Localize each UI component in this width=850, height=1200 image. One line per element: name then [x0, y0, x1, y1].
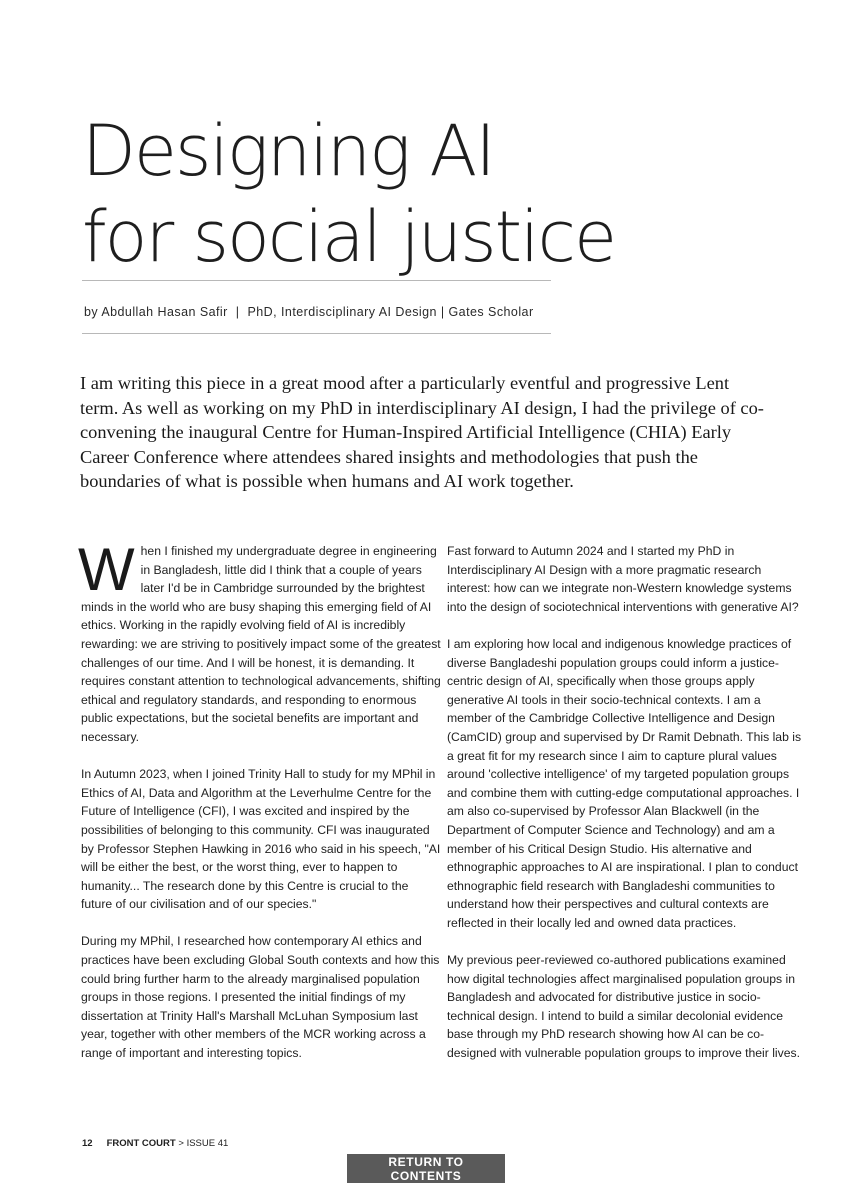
- right-paragraph-2: I am exploring how local and indigenous knowledge practices of diverse Bangladeshi population groups could inform a justice-centric design of AI, specifically when those groups apply generative AI tools in their socio-technical contexts. I am a member of the Cambridge Collective Intelligence and Design (CamCID) group and supervised by Dr Ramit Debnath. This lab is a great fit for my research since I aim to capture plural values around 'collective intelligence' of my targeted population groups and combine them with cutting-edge computational approaches. I am also co-supervised by Professor Alan Blackwell (in the Department of Computer Science and Technology) and am a member of his Critical Design Studio. His alternative and ethnographic approaches to AI are inspirational. I plan to conduct ethnographic field research with Bangladeshi communities to understand how their perspectives and cultural contexts are reflected in their locally led and owned data practices.: [447, 636, 802, 930]
- left-paragraph-2: In Autumn 2023, when I joined Trinity Hall to study for my MPhil in Ethics of AI, Data and Algorithm at the Leverhulme Centre for the Future of Intelligence (CFI), I was excited and inspired by the possibilities of belonging to this community. CFI was inaugurated by Professor Stephen Hawking in 2016 who said in his speech, "AI will be either the best, or the worst thing, ever to happen to humanity... The research done by this Centre is crucial to the future of our civilisation and of our species.": [81, 767, 441, 912]
- byline-separator: |: [235, 305, 240, 319]
- right-paragraph-1: Fast forward to Autumn 2024 and I started my PhD in Interdisciplinary AI Design with a more pragmatic research interest: how can we integrate non-Western knowledge systems into the design of sociotechnical interventions with generative AI?: [447, 544, 799, 614]
- title-line-2: for social justice: [82, 196, 616, 278]
- title-line-1: Designing AI: [82, 110, 494, 192]
- return-to-contents-button[interactable]: RETURN TO CONTENTS: [347, 1154, 505, 1183]
- page-footer: [82, 1138, 228, 1149]
- chevron-right-icon: >: [178, 1138, 184, 1149]
- page-number: 12: [82, 1138, 93, 1149]
- right-column: [447, 542, 807, 1081]
- left-paragraph-3: During my MPhil, I researched how contemporary AI ethics and practices have been excluding Global South contexts and how this could bring further harm to the already marginalised population groups in those regions. I presented the initial findings of my dissertation at Trinity Hall's Marshall McLuhan Symposium last year, together with other members of the MCR working across a range of important and interesting topics.: [81, 934, 440, 1061]
- left-paragraph-1: [78, 536, 441, 747]
- title-rule-top: [82, 280, 551, 281]
- issue-label: ISSUE 41: [186, 1138, 229, 1149]
- lede-paragraph: I am writing this piece in a great mood after a particularly eventful and progressive Lent term. As well as working on my PhD in interdisciplinary AI design, I had the privilege of co-convening the inaugural Centre for Human-Inspired Artificial Intelligence (CHIA) Early Career Conference where attendees shared insights and methodologies that push the boundaries of what is possible when humans and AI work together.: [80, 373, 764, 491]
- publication-name: FRONT COURT: [106, 1138, 176, 1149]
- left-column: [78, 536, 441, 1081]
- title-rule-bottom: [82, 333, 551, 334]
- left-paragraph-1-text: hen I finished my undergraduate degree in engineering in Bangladesh, little did I think that a couple of years later I'd be in Cambridge surrounded by the brightest minds in the world who are busy shaping this emerging field of AI ethics. Working in the rapidly evolving field of AI is incredibly rewarding: we are striving to positively impact some of the greatest challenges of our time. And I will be honest, it is demanding. It requires constant attention to technological advancements, shifting ethical and regulatory standards, and responding to enormous public expectations, but the societal benefits are important and necessary.: [81, 544, 441, 744]
- right-paragraph-3: My previous peer-reviewed co-authored publications examined how digital technologies affect marginalised population groups in Bangladesh and advocated for distributive justice in socio-technical design. I intend to build a similar decolonial evidence base through my PhD research showing how AI can be co-designed with vulnerable population groups to improve their lives.: [447, 953, 800, 1061]
- byline-role: PhD, Interdisciplinary AI Design | Gates Scholar: [247, 305, 534, 319]
- byline-author: by Abdullah Hasan Safir: [84, 305, 228, 319]
- article-title: [82, 108, 642, 280]
- drop-cap: W: [78, 536, 135, 603]
- byline: [84, 305, 554, 319]
